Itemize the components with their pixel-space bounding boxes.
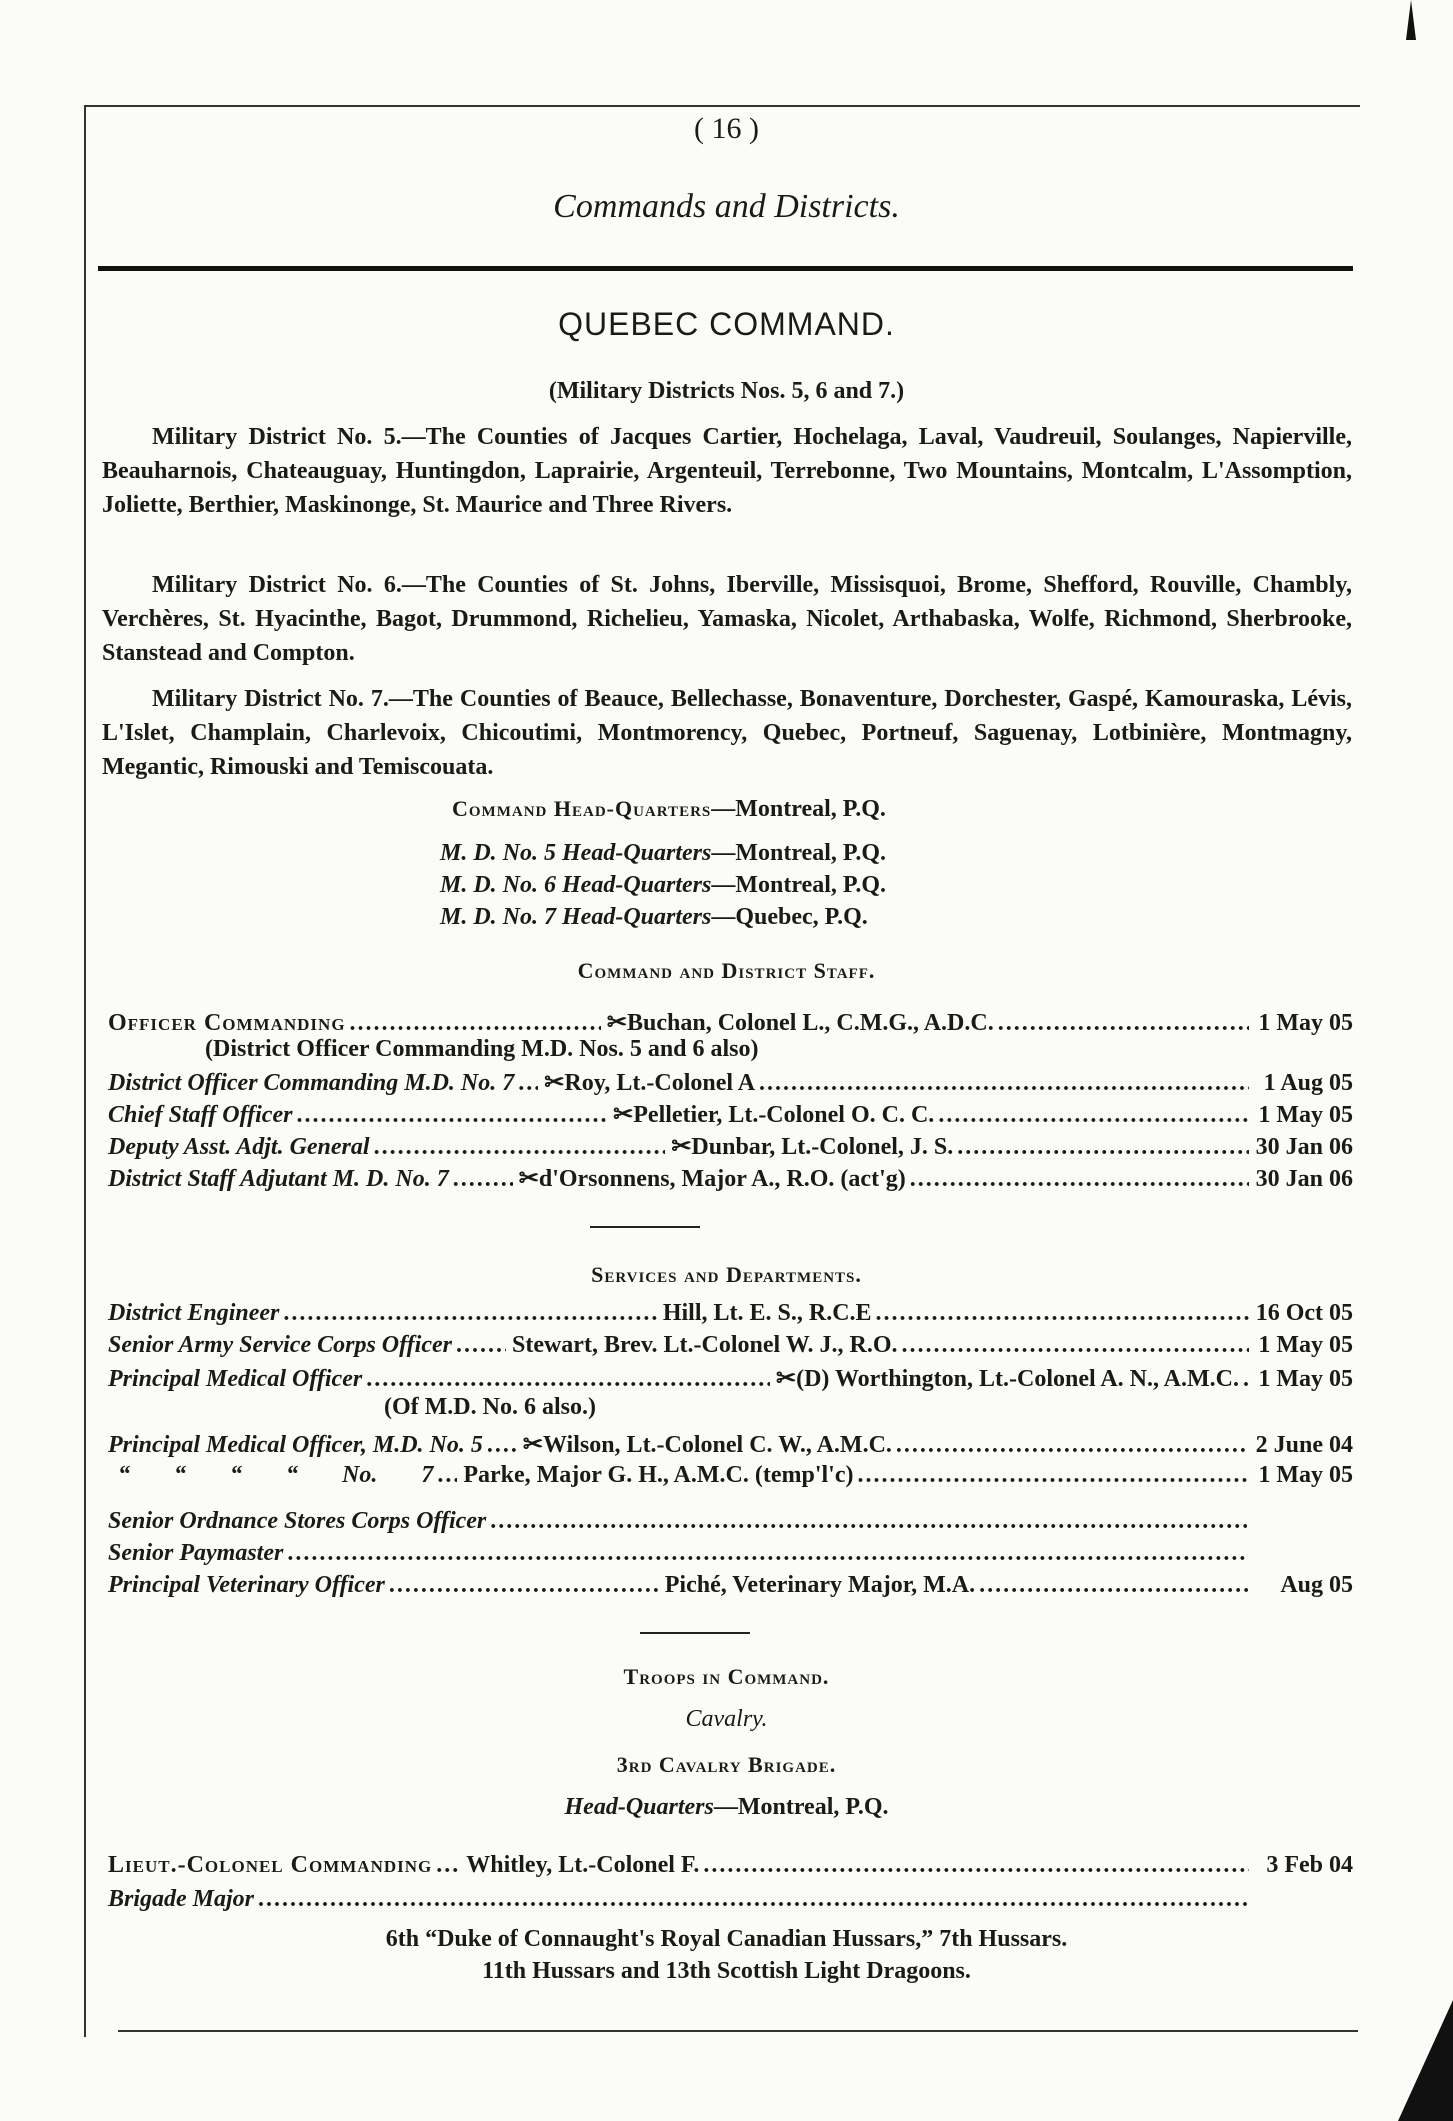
service-role: Principal Veterinary Officer [108,1572,385,1598]
service-role: “ “ “ “ No. 7 [118,1462,434,1488]
service-role: Senior Ordnance Stores Corps Officer [108,1508,487,1534]
md5-hq-place: —Montreal, P.Q. [711,840,886,866]
service-row [108,1300,1353,1327]
section-divider [590,1226,700,1228]
leader-dots [283,1300,656,1327]
staff-officer: ✂d'Orsonnens, Major A., R.O. (act'g) [518,1166,906,1192]
service-role: Principal Medical Officer [108,1366,363,1392]
leader-dots [258,1886,1247,1913]
staff-role: Chief Staff Officer [108,1102,293,1128]
service-role: Principal Medical Officer, M.D. No. 5 [108,1432,483,1458]
command-hq-place: —Montreal, P.Q. [711,796,886,822]
service-officer: Piché, Veterinary Major, M.A. [664,1572,976,1598]
leader-dots [374,1134,666,1161]
service-row [108,1508,1353,1535]
service-row [108,1540,1353,1567]
leader-dots [896,1432,1249,1459]
leader-dots [910,1166,1249,1193]
service-date: 1 May 05 [1258,1332,1353,1358]
staff-row [108,1008,1353,1037]
service-date: 1 May 05 [1258,1366,1353,1392]
leader-dots [1243,1366,1249,1393]
margin-mark [1406,0,1416,40]
staff-officer: ✂Pelletier, Lt.-Colonel O. C. C. [613,1102,935,1128]
staff-role: District Officer Commanding M.D. No. 7 [108,1070,515,1096]
service-role: Senior Army Service Corps Officer [108,1332,452,1358]
staff-date: 1 May 05 [1258,1010,1354,1036]
brigade-hq-place: —Montreal, P.Q. [713,1794,889,1820]
brigade-hq-label: Head-Quarters [564,1794,714,1820]
brigade-headquarters [0,1794,1453,1821]
md6-headquarters [440,872,886,899]
service-officer: ✂Wilson, Lt.-Colonel C. W., A.M.C. [522,1432,892,1458]
troops-officer: Whitley, Lt.-Colonel F. [466,1852,700,1878]
section-title: QUEBEC COMMAND. [558,306,895,342]
leader-dots [350,1010,601,1037]
service-role: Senior Paymaster [108,1540,284,1566]
troops-role: Brigade Major [108,1886,255,1912]
md5-hq-label: M. D. No. 5 Head-Quarters [440,840,712,866]
staff-row [108,1100,1353,1129]
staff-date: 30 Jan 06 [1255,1166,1353,1192]
troops-date: 3 Feb 04 [1266,1852,1353,1878]
staff-heading: Command and District Staff. [577,958,876,983]
staff-note: (District Officer Commanding M.D. Nos. 5 and 6 also) [205,1036,759,1062]
leader-dots [703,1852,1249,1879]
troops-role: Lieut.-Colonel Commanding [108,1852,433,1878]
leader-dots [998,1010,1249,1037]
service-note: (Of M.D. No. 6 also.) [384,1394,596,1420]
staff-date: 30 Jan 06 [1255,1134,1354,1160]
service-role: District Engineer [108,1300,280,1326]
leader-dots [857,1462,1249,1489]
service-officer: Parke, Major G. H., A.M.C. (temp'l'c) [463,1462,854,1488]
district-7-paragraph: Military District No. 7.—The Counties of Beauce, Bellechasse, Bonaventure, Dorchester, Gaspé, Kamouraska, Lévis, L'Islet, Champlain, Charlevoix, Chicoutimi, Montmorency, Quebec, Portneuf, Saguenay, Lotbinière, Montmagny, Megantic, Rimouski and Temiscouata. [102,686,1352,780]
bottom-rule [118,2030,1358,2032]
service-date: 16 Oct 05 [1255,1300,1353,1326]
service-row [108,1430,1353,1459]
leader-dots [902,1332,1249,1359]
staff-role: District Staff Adjutant M. D. No. 7 [108,1166,449,1192]
service-row [108,1332,1353,1359]
staff-date: 1 May 05 [1258,1102,1354,1128]
staff-role: Officer Commanding [108,1010,346,1036]
troops-row [108,1852,1353,1879]
leader-dots [876,1300,1249,1327]
leader-dots [296,1102,607,1129]
troops-arm: Cavalry. [685,1706,768,1732]
leader-dots [759,1070,1249,1097]
regiments-line-1: 6th “Duke of Connaught's Royal Canadian Hussars,” 7th Hussars. [385,1926,1068,1952]
brigade-heading: 3rd Cavalry Brigade. [616,1752,837,1777]
running-head: Commands and Districts. [553,188,900,225]
staff-date: 1 Aug 05 [1263,1070,1353,1096]
command-hq-label: Command Head-Quarters [452,796,712,821]
district-6-paragraph: Military District No. 6.—The Counties of St. Johns, Iberville, Missisquoi, Brome, Shefford, Rouville, Chambly, Verchères, St. Hyacinthe, Bagot, Drummond, Richelieu, Yamaska, Nicolet, Arthabaska, Wolfe, Richmond, Sherbrooke, Stanstead and Compton. [102,572,1352,666]
district-5-paragraph: Military District No. 5.—The Counties of Jacques Cartier, Hochelaga, Laval, Vaudreuil, Soulanges, Napierville, Beauharnois, Chateauguay, Huntingdon, Laprairie, Argenteuil, Terrebonne, Two Mountains, Montcalm, L'Assomption, Joliette, Berthier, Maskinonge, St. Maurice and Three Rivers. [102,424,1352,518]
leader-dots [490,1508,1247,1535]
section-subtitle: (Military Districts Nos. 5, 6 and 7.) [548,378,905,404]
corner-shadow [1398,2000,1453,2121]
section-divider [640,1632,750,1634]
md6-hq-label: M. D. No. 6 Head-Quarters [440,872,712,898]
md7-hq-label: M. D. No. 7 Head-Quarters [440,904,712,930]
service-date: Aug 05 [1280,1572,1353,1598]
staff-officer: ✂Roy, Lt.-Colonel A [544,1070,756,1096]
troops-heading: Troops in Command. [623,1664,830,1689]
troops-row [108,1886,1353,1913]
md7-hq-place: —Quebec, P.Q. [711,904,868,930]
service-date: 2 June 04 [1255,1432,1353,1458]
service-officer: ✂(D) Worthington, Lt.-Colonel A. N., A.M.C. [775,1366,1239,1392]
staff-role: Deputy Asst. Adjt. General [108,1134,370,1160]
staff-row [108,1068,1353,1097]
leader-dots [487,1432,517,1459]
leader-dots [366,1366,770,1393]
regiments-line-2: 11th Hussars and 13th Scottish Light Dragoons. [482,1958,971,1984]
leader-dots [453,1166,513,1193]
services-heading: Services and Departments. [591,1262,862,1287]
service-officer: Stewart, Brev. Lt.-Colonel W. J., R.O. [511,1332,898,1358]
staff-officer: ✂Dunbar, Lt.-Colonel, J. S. [671,1134,954,1160]
staff-officer: ✂Buchan, Colonel L., C.M.G., A.D.C. [606,1010,994,1036]
md5-headquarters [440,840,886,867]
page-number: ( 16 ) [694,112,759,145]
service-row [108,1462,1353,1489]
service-row [108,1364,1353,1393]
staff-row [108,1164,1353,1193]
leader-dots [437,1462,457,1489]
leader-dots [979,1572,1249,1599]
header-rule [98,266,1353,271]
leader-dots [456,1332,506,1359]
md6-hq-place: —Montreal, P.Q. [711,872,886,898]
staff-row [108,1132,1353,1161]
md7-headquarters [440,904,868,931]
leader-dots [938,1102,1249,1129]
leader-dots [957,1134,1249,1161]
service-officer: Hill, Lt. E. S., R.C.E [662,1300,872,1326]
leader-dots [518,1070,538,1097]
leader-dots [287,1540,1247,1567]
command-headquarters [452,796,886,823]
service-date: 1 May 05 [1258,1462,1353,1488]
leader-dots [436,1852,460,1879]
leader-dots [389,1572,659,1599]
service-row [108,1572,1353,1599]
